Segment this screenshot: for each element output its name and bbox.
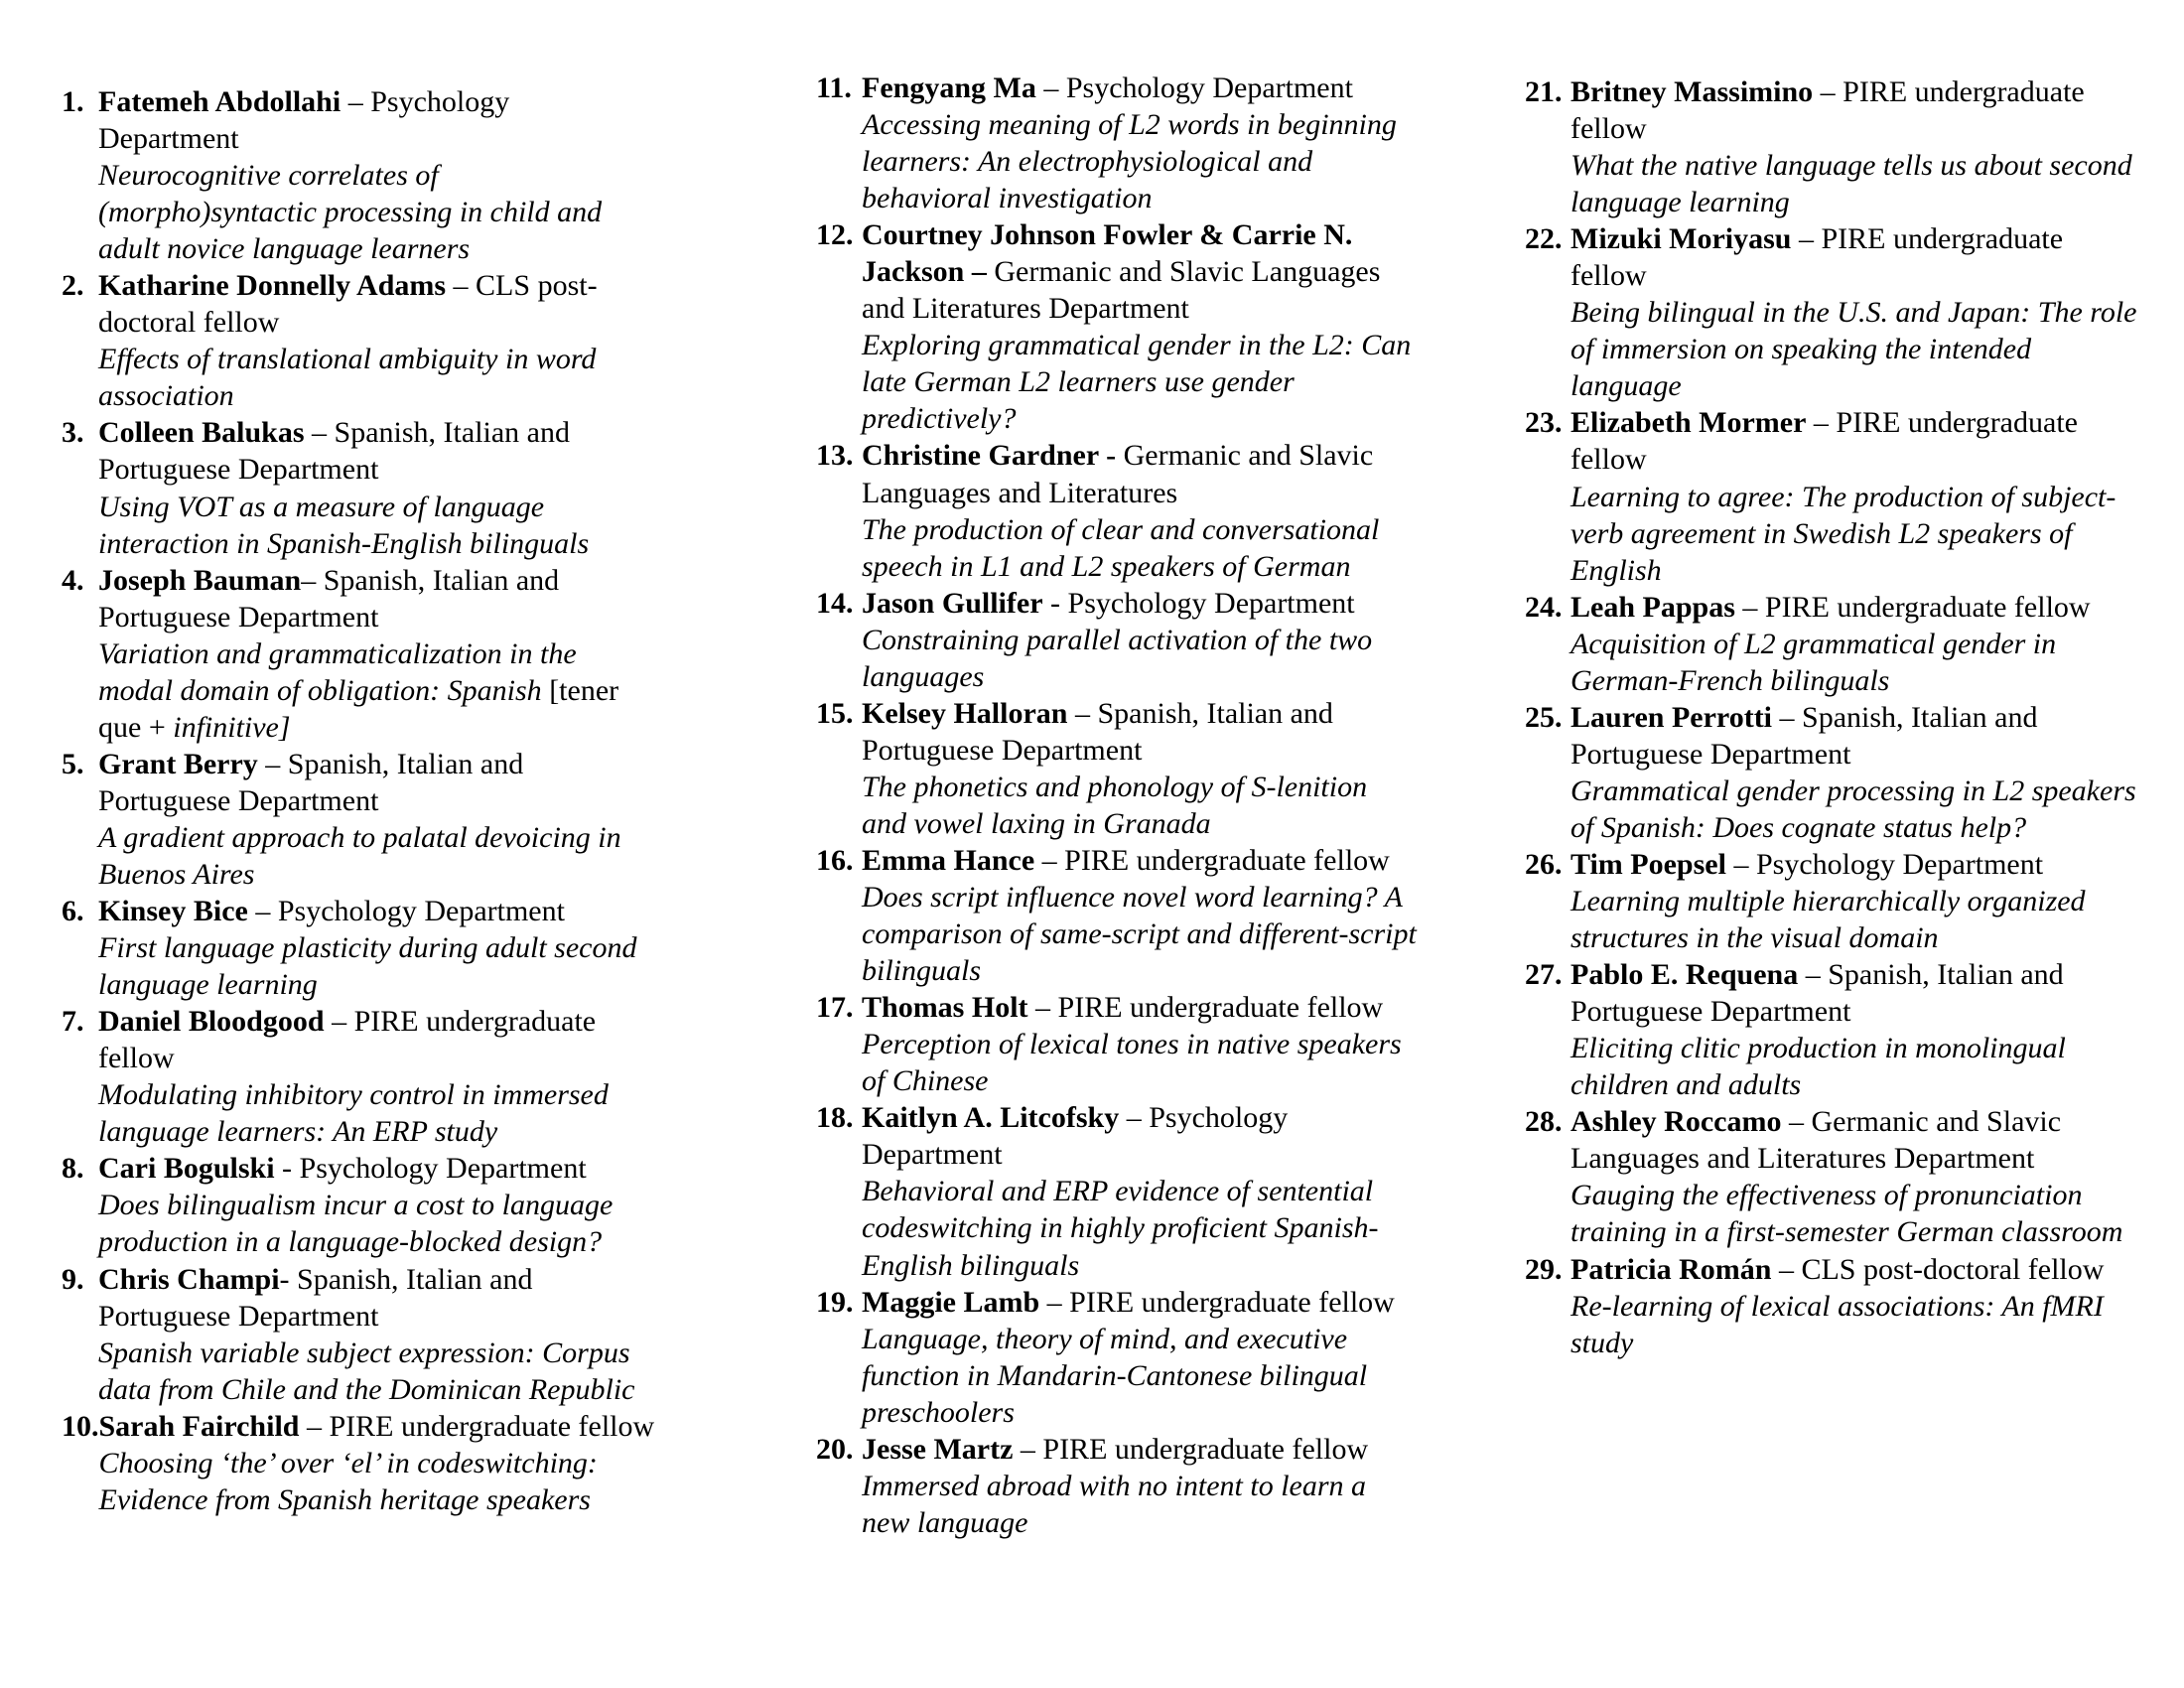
item-content bbox=[862, 585, 1418, 695]
affiliation: Germanic and Slavic Languages and Literatures bbox=[862, 439, 1374, 509]
item-content bbox=[1570, 846, 2138, 956]
list-item bbox=[1525, 73, 2138, 220]
presenter-name: Kelsey Halloran bbox=[862, 696, 1068, 730]
item-number: 1. bbox=[62, 85, 84, 118]
talk-title: The production of clear and conversational speech in L1 and L2 speakers of German bbox=[862, 512, 1380, 583]
item-content bbox=[98, 1150, 655, 1260]
name-affiliation-separator: – bbox=[1039, 1285, 1070, 1319]
talk-title: Perception of lexical tones in native speakers of Chinese bbox=[862, 1028, 1402, 1098]
talk-title: Using VOT as a measure of language interaction in Spanish-English bilinguals bbox=[98, 490, 590, 560]
item-heading bbox=[1570, 846, 2138, 883]
item-content bbox=[98, 83, 655, 267]
item-heading bbox=[1570, 699, 2138, 773]
talk-title: Behavioral and ERP evidence of sentential codeswitching in highly proficient Spanish-English bilinguals bbox=[862, 1175, 1379, 1282]
item-content bbox=[1570, 404, 2138, 588]
talk-title: Modulating inhibitory control in immersed language learners: An ERP study bbox=[98, 1078, 609, 1149]
item-number: 24. bbox=[1525, 590, 1563, 624]
presenter-name: Kinsey Bice bbox=[98, 895, 248, 928]
presenter-name: Jesse Martz bbox=[862, 1432, 1014, 1466]
presenter-name: Daniel Bloodgood bbox=[98, 1005, 325, 1039]
item-number: 10. bbox=[62, 1409, 99, 1443]
talk-title: Learning multiple hierarchically organized structures in the visual domain bbox=[1570, 885, 2086, 955]
item-number: 19. bbox=[816, 1285, 854, 1319]
presenter-name: Christine Gardner - bbox=[862, 439, 1117, 473]
item-content bbox=[98, 1261, 655, 1408]
affiliation: PIRE undergraduate fellow bbox=[1042, 1432, 1369, 1466]
name-affiliation-separator: – bbox=[1806, 406, 1837, 440]
list-item bbox=[1525, 846, 2138, 956]
item-number: 8. bbox=[62, 1152, 84, 1186]
list-column-2 bbox=[816, 70, 1418, 1541]
item-content bbox=[1570, 1251, 2138, 1361]
list-item bbox=[816, 216, 1418, 437]
item-content bbox=[862, 1431, 1418, 1541]
item-content bbox=[1570, 589, 2138, 699]
presenter-name: Joseph Bauman bbox=[98, 563, 302, 597]
list-item bbox=[62, 562, 655, 746]
name-affiliation-separator: – bbox=[257, 747, 288, 780]
talk-title bbox=[98, 635, 655, 746]
item-heading bbox=[98, 1261, 655, 1335]
item-heading bbox=[862, 70, 1418, 106]
affiliation: Germanic and Slavic Languages and Literatures Department bbox=[862, 255, 1381, 326]
talk-title: Grammatical gender processing in L2 speakers of Spanish: Does cognate status help? bbox=[1570, 774, 2136, 844]
item-number: 9. bbox=[62, 1262, 84, 1296]
affiliation: PIRE undergraduate fellow bbox=[98, 1005, 597, 1075]
item-heading bbox=[862, 1431, 1418, 1468]
item-number: 4. bbox=[62, 563, 84, 597]
affiliation: Spanish, Italian and Portuguese Department bbox=[1570, 700, 2038, 771]
presenter-name: Fatemeh Abdollahi bbox=[98, 85, 341, 118]
list-item bbox=[816, 437, 1418, 584]
item-heading bbox=[862, 437, 1418, 510]
item-number: 7. bbox=[62, 1005, 84, 1039]
talk-title: Being bilingual in the U.S. and Japan: The role of immersion on speaking the intended language bbox=[1570, 296, 2137, 403]
talk-title: Language, theory of mind, and executive function in Mandarin-Cantonese bilingual preschoolers bbox=[862, 1322, 1368, 1429]
affiliation: Psychology Department bbox=[1065, 71, 1353, 104]
list-item bbox=[62, 1261, 655, 1408]
item-content bbox=[98, 562, 655, 746]
talk-title: What the native language tells us about second language learning bbox=[1570, 149, 2132, 219]
list-item bbox=[1525, 956, 2138, 1103]
affiliation: PIRE undergraduate fellow bbox=[329, 1409, 655, 1443]
item-number: 13. bbox=[816, 439, 854, 473]
affiliation: Psychology Department bbox=[299, 1152, 587, 1186]
presenter-name: Britney Massimino bbox=[1570, 75, 1814, 108]
item-heading bbox=[98, 746, 655, 819]
item-number: 27. bbox=[1525, 958, 1563, 992]
name-affiliation-separator: – bbox=[341, 85, 371, 118]
item-heading bbox=[98, 267, 655, 341]
item-heading bbox=[99, 1408, 656, 1445]
name-affiliation-separator: – bbox=[1034, 843, 1065, 877]
name-affiliation-separator: – bbox=[1013, 1432, 1043, 1466]
name-affiliation-separator: – bbox=[1725, 847, 1756, 881]
list-item bbox=[816, 70, 1418, 216]
presenter-name: Cari Bogulski bbox=[98, 1152, 275, 1186]
item-heading bbox=[98, 893, 655, 929]
name-affiliation-separator: – bbox=[1734, 590, 1765, 624]
presenter-name: Courtney Johnson Fowler & Carrie N. Jackson – bbox=[862, 218, 1353, 289]
item-heading bbox=[862, 1099, 1418, 1173]
item-heading bbox=[1570, 73, 2138, 147]
item-heading bbox=[862, 585, 1418, 622]
item-heading bbox=[1570, 1251, 2138, 1288]
item-content bbox=[1570, 699, 2138, 846]
talk-title: Does script influence novel word learning? A comparison of same-script and different-script bilinguals bbox=[862, 881, 1417, 988]
presenter-name: Elizabeth Mormer bbox=[1570, 406, 1807, 440]
name-affiliation-separator: – bbox=[1791, 222, 1822, 256]
talk-title: Gauging the effectiveness of pronunciation training in a first-semester German classroom bbox=[1570, 1179, 2123, 1249]
item-heading bbox=[862, 989, 1418, 1026]
item-number: 26. bbox=[1525, 847, 1563, 881]
item-number: 6. bbox=[62, 895, 84, 928]
list-item bbox=[62, 893, 655, 1003]
presenter-name: Colleen Balukas bbox=[98, 416, 305, 450]
affiliation: Psychology Department bbox=[862, 1101, 1289, 1172]
name-affiliation-separator: – bbox=[1035, 71, 1066, 104]
talk-title: Constraining parallel activation of the two languages bbox=[862, 623, 1373, 693]
item-heading bbox=[862, 695, 1418, 769]
item-content bbox=[99, 1408, 656, 1518]
list-item bbox=[1525, 1103, 2138, 1250]
presenter-name: Chris Champi bbox=[98, 1262, 280, 1296]
affiliation: Spanish, Italian and Portuguese Department bbox=[98, 1262, 533, 1333]
item-number: 14. bbox=[816, 586, 854, 620]
item-number: 20. bbox=[816, 1432, 854, 1466]
list-item bbox=[816, 1284, 1418, 1431]
list-item bbox=[62, 1408, 655, 1518]
presenter-name: Thomas Holt bbox=[862, 991, 1028, 1025]
item-number: 12. bbox=[816, 218, 854, 252]
name-affiliation-separator: – bbox=[1781, 1105, 1812, 1139]
presenter-name: Emma Hance bbox=[862, 843, 1035, 877]
talk-title: Effects of translational ambiguity in word association bbox=[98, 343, 597, 413]
talk-title: Immersed abroad with no intent to learn a new language bbox=[862, 1469, 1367, 1539]
item-content bbox=[862, 437, 1418, 584]
item-heading bbox=[862, 1284, 1418, 1321]
list-item bbox=[1525, 699, 2138, 846]
talk-title: First language plasticity during adult second language learning bbox=[98, 931, 637, 1002]
name-affiliation-separator: – bbox=[1771, 1252, 1802, 1286]
item-content bbox=[862, 216, 1418, 437]
item-heading bbox=[1570, 589, 2138, 626]
item-content bbox=[98, 1003, 655, 1150]
item-heading bbox=[1570, 1103, 2138, 1177]
presenter-name: Jason Gullifer bbox=[862, 586, 1043, 620]
presenter-name: Patricia Román bbox=[1570, 1252, 1772, 1286]
list-item bbox=[1525, 589, 2138, 699]
presenter-name: Sarah Fairchild bbox=[98, 1409, 300, 1443]
item-heading bbox=[862, 842, 1418, 879]
item-content bbox=[862, 1284, 1418, 1431]
item-number: 11. bbox=[816, 71, 852, 104]
talk-title: Does bilingualism incur a cost to language production in a language-blocked design? bbox=[98, 1189, 614, 1259]
item-number: 28. bbox=[1525, 1105, 1563, 1139]
list-item bbox=[62, 267, 655, 414]
talk-title-italic-segment: Variation and grammaticalization in the modal domain of obligation: Spanish bbox=[98, 636, 577, 707]
list-item bbox=[816, 1099, 1418, 1283]
item-heading bbox=[1570, 404, 2138, 478]
item-content bbox=[862, 842, 1418, 989]
affiliation: Spanish, Italian and Portuguese Department bbox=[1570, 958, 2064, 1029]
item-number: 5. bbox=[62, 747, 84, 780]
item-number: 15. bbox=[816, 696, 854, 730]
list-item bbox=[816, 989, 1418, 1099]
talk-title: Choosing ‘the’ over ‘el’ in codeswitching: Evidence from Spanish heritage speakers bbox=[98, 1446, 598, 1516]
item-heading bbox=[1570, 956, 2138, 1030]
affiliation: PIRE undergraduate fellow bbox=[1069, 1285, 1395, 1319]
affiliation: Psychology Department bbox=[98, 85, 510, 156]
name-affiliation-separator bbox=[1116, 439, 1124, 472]
affiliation: Psychology Department bbox=[1067, 586, 1355, 620]
affiliation: Spanish, Italian and Portuguese Department bbox=[862, 696, 1333, 767]
talk-title: Neurocognitive correlates of (morpho)syntactic processing in child and adult novice language learners bbox=[98, 159, 603, 266]
item-content bbox=[1570, 73, 2138, 220]
name-affiliation-separator: – bbox=[446, 269, 477, 303]
item-heading bbox=[98, 414, 655, 488]
name-affiliation-separator: - bbox=[279, 1262, 298, 1296]
affiliation: Spanish, Italian and Portuguese Department bbox=[98, 563, 560, 633]
presenter-name: Kaitlyn A. Litcofsky bbox=[862, 1101, 1120, 1135]
item-heading bbox=[862, 216, 1418, 327]
presenter-name: Pablo E. Requena bbox=[1570, 958, 1799, 992]
talk-title-italic-segment: infinitive] bbox=[173, 710, 291, 744]
presenter-name: Tim Poepsel bbox=[1570, 847, 1726, 881]
talk-title: Exploring grammatical gender in the L2: Can late German L2 learners use gender predictively? bbox=[862, 329, 1412, 436]
item-number: 2. bbox=[62, 269, 84, 303]
affiliation: Germanic and Slavic Languages and Literatures Department bbox=[1570, 1105, 2062, 1176]
affiliation: PIRE undergraduate fellow bbox=[1764, 590, 2091, 624]
item-number: 21. bbox=[1525, 75, 1563, 108]
talk-title: The phonetics and phonology of S-lenition and vowel laxing in Granada bbox=[862, 770, 1368, 840]
talk-title: Re-learning of lexical associations: An fMRI study bbox=[1570, 1289, 2104, 1359]
affiliation: Spanish, Italian and Portuguese Department bbox=[98, 416, 570, 487]
talk-title: Eliciting clitic production in monolingual children and adults bbox=[1570, 1032, 2066, 1102]
talk-title: Learning to agree: The production of subject-verb agreement in Swedish L2 speakers of English bbox=[1570, 480, 2116, 587]
name-affiliation-separator: - bbox=[1042, 586, 1068, 620]
list-column-1 bbox=[62, 83, 655, 1518]
affiliation: PIRE undergraduate fellow bbox=[1570, 75, 2085, 146]
item-content bbox=[1570, 1103, 2138, 1250]
item-content bbox=[98, 746, 655, 893]
list-item bbox=[1525, 1251, 2138, 1361]
item-content bbox=[1570, 220, 2138, 404]
presenter-name: Leah Pappas bbox=[1570, 590, 1735, 624]
list-item bbox=[62, 1150, 655, 1260]
list-item bbox=[1525, 220, 2138, 404]
affiliation: Psychology Department bbox=[1755, 847, 2044, 881]
list-item bbox=[62, 414, 655, 561]
affiliation: Psychology Department bbox=[277, 895, 565, 928]
name-affiliation-separator: – bbox=[301, 563, 324, 597]
item-content bbox=[862, 1099, 1418, 1283]
presenter-name: Grant Berry bbox=[98, 747, 258, 780]
item-number: 16. bbox=[816, 843, 854, 877]
item-heading bbox=[98, 562, 655, 635]
item-number: 23. bbox=[1525, 406, 1563, 440]
name-affiliation-separator: - bbox=[274, 1152, 300, 1186]
name-affiliation-separator: – bbox=[324, 1005, 354, 1039]
name-affiliation-separator: – bbox=[1027, 991, 1058, 1025]
item-heading bbox=[98, 83, 655, 157]
affiliation: PIRE undergraduate fellow bbox=[1570, 406, 2078, 477]
talk-title: Acquisition of L2 grammatical gender in German-French bilinguals bbox=[1570, 627, 2057, 697]
name-affiliation-separator: – bbox=[299, 1409, 330, 1443]
presenter-name: Lauren Perrotti bbox=[1570, 700, 1773, 734]
affiliation: Spanish, Italian and Portuguese Department bbox=[98, 747, 524, 817]
affiliation: PIRE undergraduate fellow bbox=[1064, 843, 1390, 877]
presenter-name: Maggie Lamb bbox=[862, 1285, 1040, 1319]
name-affiliation-separator: – bbox=[304, 416, 335, 450]
item-content bbox=[98, 267, 655, 414]
talk-title: A gradient approach to palatal devoicing in Buenos Aires bbox=[98, 820, 621, 891]
name-affiliation-separator: – bbox=[1798, 958, 1829, 992]
presenter-name: Ashley Roccamo bbox=[1570, 1105, 1782, 1139]
list-item bbox=[816, 695, 1418, 842]
list-item bbox=[62, 746, 655, 893]
presenter-name: Katharine Donnelly Adams bbox=[98, 269, 447, 303]
item-number: 22. bbox=[1525, 222, 1563, 256]
name-affiliation-separator: – bbox=[1119, 1101, 1150, 1135]
affiliation: PIRE undergraduate fellow bbox=[1570, 222, 2064, 293]
affiliation: PIRE undergraduate fellow bbox=[1057, 991, 1384, 1025]
name-affiliation-separator: – bbox=[247, 895, 278, 928]
name-affiliation-separator: – bbox=[1067, 696, 1098, 730]
name-affiliation-separator: – bbox=[1772, 700, 1803, 734]
item-heading bbox=[98, 1003, 655, 1076]
list-item bbox=[62, 83, 655, 267]
item-content bbox=[862, 695, 1418, 842]
list-item bbox=[62, 1003, 655, 1150]
presenter-name: Fengyang Ma bbox=[862, 71, 1036, 104]
item-content bbox=[862, 70, 1418, 216]
item-number: 18. bbox=[816, 1101, 854, 1135]
name-affiliation-separator: – bbox=[1813, 75, 1843, 108]
affiliation: CLS post-doctoral fellow bbox=[1801, 1252, 2105, 1286]
list-item bbox=[816, 585, 1418, 695]
item-content bbox=[1570, 956, 2138, 1103]
item-number: 17. bbox=[816, 991, 854, 1025]
presenter-name: Mizuki Moriyasu bbox=[1570, 222, 1792, 256]
list-item bbox=[816, 842, 1418, 989]
item-content bbox=[98, 893, 655, 1003]
item-number: 25. bbox=[1525, 700, 1563, 734]
talk-title-roman-segment: [tener que + bbox=[98, 673, 619, 744]
list-column-3 bbox=[1525, 73, 2138, 1361]
item-heading bbox=[1570, 220, 2138, 294]
item-number: 29. bbox=[1525, 1252, 1563, 1286]
list-item bbox=[1525, 404, 2138, 588]
talk-title: Spanish variable subject expression: Corpus data from Chile and the Dominican Republic bbox=[98, 1336, 635, 1406]
talk-title: Accessing meaning of L2 words in beginning learners: An electrophysiological and behavioral investigation bbox=[862, 108, 1397, 215]
item-content bbox=[98, 414, 655, 561]
item-content bbox=[862, 989, 1418, 1099]
item-number: 3. bbox=[62, 416, 84, 450]
list-item bbox=[816, 1431, 1418, 1541]
item-heading bbox=[98, 1150, 655, 1187]
affiliation: CLS post-doctoral fellow bbox=[98, 269, 598, 340]
